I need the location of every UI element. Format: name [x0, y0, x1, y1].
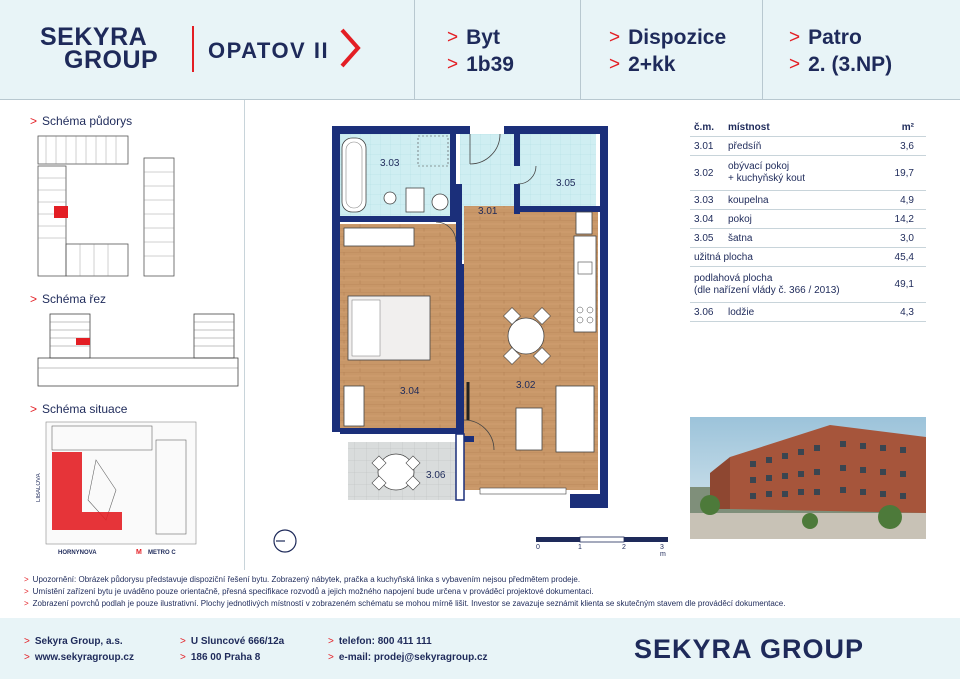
- row-no: 3.02: [694, 167, 714, 179]
- chevron-right-icon: >: [447, 27, 459, 48]
- chevron-right-icon: >: [609, 54, 621, 75]
- room-table: [690, 118, 926, 322]
- chevron-right-icon: >: [609, 27, 621, 48]
- footer-contact: [328, 634, 488, 666]
- window-sill: [480, 488, 566, 494]
- row-no: 3.03: [694, 194, 714, 206]
- north-arrow-icon: [272, 528, 298, 554]
- podlahova-label: podlahová plocha (dle nařízení vlády č. 366 / 2013): [694, 272, 840, 296]
- chevron-right-icon: >: [24, 636, 30, 647]
- section-situace: [30, 402, 127, 416]
- phone-link[interactable]: telefon: 800 411 111: [338, 636, 432, 647]
- chevron-right-icon: >: [24, 599, 29, 608]
- row-area: 4,3: [900, 306, 914, 318]
- chevron-right-icon: >: [180, 652, 186, 663]
- uzitna-label: užitná plocha: [694, 251, 753, 263]
- note-row: [24, 598, 785, 610]
- row-area: 4,9: [900, 194, 914, 206]
- section-rez: [30, 292, 106, 306]
- section-pudorys-label: Schéma půdorys: [42, 114, 133, 128]
- chevron-right-icon: >: [30, 292, 38, 306]
- scale-0: 0: [536, 544, 540, 551]
- chevron-right-icon: >: [328, 652, 334, 663]
- desk: [344, 386, 364, 426]
- chevron-right-icon: >: [24, 575, 29, 584]
- room-label-3-05: 3.05: [556, 178, 576, 189]
- floor-plan: [330, 124, 610, 510]
- note-text: Upozornění: Obrázek půdorysu představuje dispoziční řešení bytu. Zobrazený nábytek, pračka a kuchyňská linka s vybavením nejsou předmětem prodeje.: [32, 575, 581, 584]
- table-row-lodzie: [690, 303, 926, 322]
- project-name: OPATOV II: [208, 38, 330, 63]
- room-label-3-04: 3.04: [400, 386, 420, 397]
- floor-schema-diagram: [36, 132, 186, 280]
- metro-label: METRO C: [148, 550, 176, 556]
- scale-bar-graphic: [536, 536, 670, 544]
- wardrobe: [344, 228, 414, 246]
- chevron-right-icon: >: [789, 27, 801, 48]
- table-row: [690, 137, 926, 156]
- row-area: 3,6: [900, 140, 914, 152]
- dispozice-label: Dispozice: [628, 26, 727, 49]
- uzitna-value: 45,4: [894, 251, 914, 263]
- window: [456, 434, 464, 500]
- section-pudorys: [30, 114, 132, 128]
- row-name: šatna: [728, 232, 753, 244]
- row-name: lodžie: [728, 306, 755, 318]
- section-cut-diagram: [36, 310, 240, 390]
- left-column-divider: [244, 100, 245, 570]
- table-row: [690, 210, 926, 229]
- chevron-right-icon: >: [24, 587, 29, 596]
- note-row: [24, 586, 785, 598]
- col-area: m²: [901, 121, 914, 133]
- table-row-uzitna: [690, 248, 926, 267]
- wardrobe-unit: [576, 212, 592, 234]
- logo-divider: [192, 26, 194, 72]
- email-link[interactable]: e-mail: prodej@sekyragroup.cz: [338, 652, 488, 663]
- row-name: předsíň: [728, 140, 762, 152]
- col-room: místnost: [728, 121, 770, 133]
- note-text: Umístění zařízení bytu je uváděno pouze orientačně, přesná specifikace rozvodů a jejich možného napojení bude určena v prováděcí projektové dokumentaci.: [32, 587, 594, 596]
- sekyra-logo[interactable]: [40, 23, 159, 74]
- patro-cell: [762, 0, 960, 100]
- sofa: [556, 386, 594, 452]
- table-row: [690, 156, 926, 191]
- table-row-podlahova: [690, 267, 926, 303]
- byt-label: Byt: [466, 26, 500, 49]
- podlahova-value: 49,1: [894, 279, 914, 290]
- section-rez-label: Schéma řez: [42, 292, 107, 306]
- patro-label: Patro: [808, 26, 862, 49]
- address-street: U Sluncové 666/12a: [190, 636, 285, 647]
- scale-3m: 3 m: [660, 544, 666, 558]
- closet-floor: [520, 134, 596, 206]
- kitchen-counter: [574, 236, 596, 332]
- company-name: Sekyra Group, a.s.: [34, 636, 123, 647]
- row-area: 3,0: [900, 232, 914, 244]
- section-situace-label: Schéma situace: [42, 402, 128, 416]
- row-name: pokoj: [728, 213, 752, 225]
- chevron-right-icon: >: [328, 636, 334, 647]
- col-number: č.m.: [694, 121, 715, 133]
- table-row: [690, 229, 926, 248]
- address-city: 186 00 Praha 8: [190, 652, 261, 663]
- chevron-right-icon: >: [30, 402, 38, 416]
- metro-icon: M: [136, 549, 142, 556]
- row-area: 14,2: [894, 213, 914, 225]
- coffee-table: [516, 408, 542, 450]
- apartment-highlight: [76, 338, 90, 345]
- row-area: 19,7: [894, 167, 914, 179]
- note-text: Zobrazení povrchů podlah je pouze ilustrativní. Plochy jednotlivých místností v zobrazeném schématu se mohou mírně lišit. Investor se zavazuje seznámit klienta se skutečným stavem dle prováděcí dokumentace.: [32, 599, 786, 608]
- row-name: koupelna: [728, 194, 769, 206]
- street-label-left: LIBALOVA: [36, 473, 42, 502]
- dispozice-value: 2+kk: [628, 53, 676, 76]
- note-row: [24, 574, 785, 586]
- scale-bar: [536, 536, 670, 558]
- row-no: 3.05: [694, 232, 714, 244]
- chevron-right-icon: >: [30, 114, 38, 128]
- scale-2: 2: [622, 544, 626, 551]
- apartment-highlight: [54, 206, 68, 218]
- logo-line1: SEKYRA: [40, 23, 148, 51]
- street-label-bottom: HORNYNOVA: [58, 550, 97, 556]
- patro-value: 2. (3.NP): [808, 53, 893, 76]
- row-name: obývací pokoj + kuchyňský kout: [728, 161, 805, 184]
- footer-address: [180, 634, 284, 666]
- sink: [406, 188, 424, 212]
- byt-cell: [414, 0, 580, 100]
- bathtub: [342, 138, 366, 212]
- site-plan-diagram: [36, 420, 206, 560]
- chevron-right-icon: [338, 28, 362, 68]
- logo-line2: GROUP: [64, 46, 159, 74]
- table-header: [690, 118, 926, 137]
- footer-logo[interactable]: SEKYRA GROUP: [634, 634, 865, 664]
- scale-1: 1: [578, 544, 582, 551]
- footer-company: [24, 634, 134, 666]
- row-no: 3.06: [694, 306, 714, 318]
- chevron-right-icon: >: [180, 636, 186, 647]
- chevron-right-icon: >: [789, 54, 801, 75]
- dispozice-cell: [580, 0, 762, 100]
- header-bar: [0, 0, 960, 100]
- website-link[interactable]: www.sekyragroup.cz: [34, 652, 134, 663]
- byt-value: 1b39: [466, 53, 514, 76]
- table-row: [690, 191, 926, 210]
- room-label-3-02: 3.02: [516, 380, 536, 391]
- toilet: [384, 192, 396, 204]
- row-no: 3.01: [694, 140, 714, 152]
- building-render-image: [690, 417, 926, 539]
- chevron-right-icon: >: [24, 652, 30, 663]
- room-label-3-03: 3.03: [380, 158, 400, 169]
- washer: [432, 194, 448, 210]
- room-label-3-01: 3.01: [478, 206, 498, 217]
- row-no: 3.04: [694, 213, 714, 225]
- room-label-3-06: 3.06: [426, 470, 446, 481]
- chevron-right-icon: >: [447, 54, 459, 75]
- disclaimer-notes: [24, 574, 785, 610]
